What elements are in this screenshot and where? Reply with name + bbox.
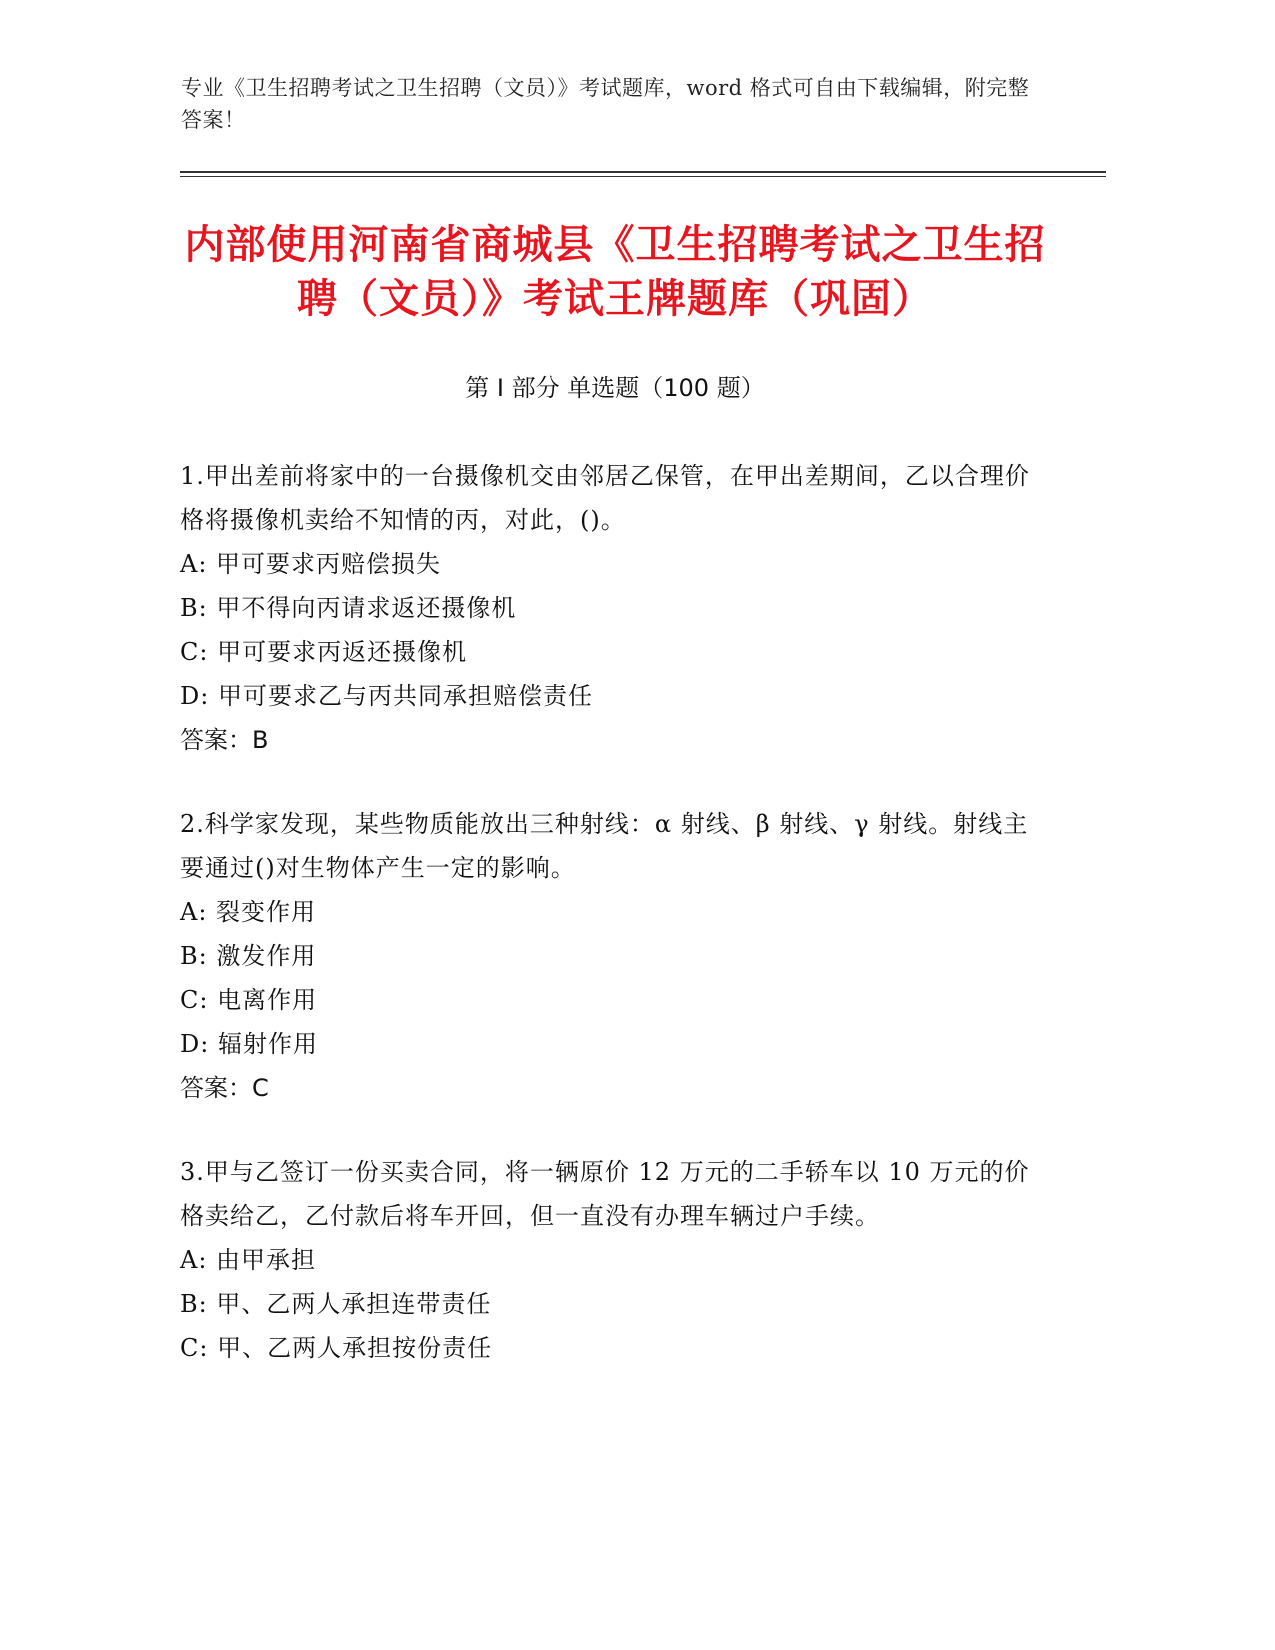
- option-a: A: 裂变作用: [180, 898, 317, 926]
- section-heading: 第 I 部分 单选题（100 题）: [465, 374, 765, 402]
- question-3: [180, 1150, 1040, 1370]
- answer: 答案：B: [180, 726, 269, 754]
- question-stem: 3.甲与乙签订一份买卖合同，将一辆原价 12 万元的二手轿车以 10 万元的价格卖给乙，乙付款后将车开回，但一直没有办理车辆过户手续。: [180, 1158, 1030, 1230]
- header-note: 专业《卫生招聘考试之卫生招聘（文员）》考试题库，word 格式可自由下载编辑，附完整答案！: [181, 76, 1030, 132]
- option-d: D: 辐射作用: [180, 1030, 318, 1058]
- document-title: 内部使用河南省商城县《卫生招聘考试之卫生招聘（文员）》考试王牌题库（巩固）: [184, 222, 1046, 322]
- option-b: B: 甲不得向丙请求返还摄像机: [180, 594, 517, 622]
- option-d: D: 甲可要求乙与丙共同承担赔偿责任: [180, 682, 593, 710]
- option-c: C: 电离作用: [180, 986, 318, 1014]
- option-a: A: 由甲承担: [180, 1246, 317, 1274]
- answer: 答案：C: [180, 1074, 269, 1102]
- option-b: B: 激发作用: [180, 942, 317, 970]
- option-c: C: 甲、乙两人承担按份责任: [180, 1334, 493, 1362]
- header-rule-thick: [180, 171, 1106, 173]
- question-2: [180, 802, 1040, 1110]
- option-c: C: 甲可要求丙返还摄像机: [180, 638, 468, 666]
- option-a: A: 甲可要求丙赔偿损失: [180, 550, 442, 578]
- option-b: B: 甲、乙两人承担连带责任: [180, 1290, 492, 1318]
- question-1: [180, 454, 1040, 762]
- question-stem: 1.甲出差前将家中的一台摄像机交由邻居乙保管，在甲出差期间，乙以合理价格将摄像机卖给不知情的丙，对此，()。: [180, 462, 1030, 534]
- header-rule-thin: [180, 176, 1106, 177]
- question-stem: 2.科学家发现，某些物质能放出三种射线：α 射线、β 射线、γ 射线。射线主要通过()对生物体产生一定的影响。: [180, 810, 1029, 882]
